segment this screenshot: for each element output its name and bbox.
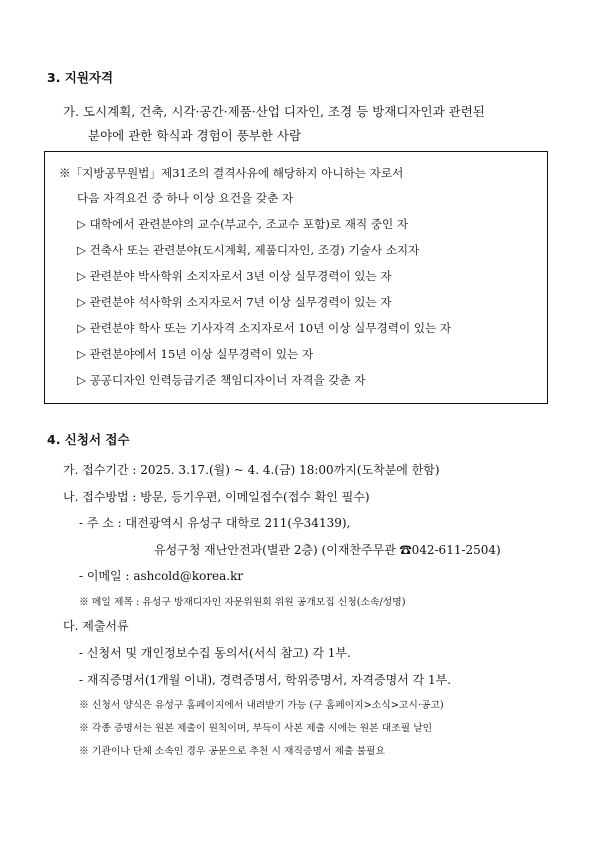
documents-item: - 재직증명서(1개월 이내), 경력증명서, 학위증명서, 자격증명서 각 1부. bbox=[79, 673, 452, 687]
email-subject-note: ※ 메일 제목 : 유성구 방재디자인 자문위원회 위원 공개모집 신청(소속/성명) bbox=[79, 597, 406, 608]
requirement-item: ▷ 건축사 또는 관련분야(도시계획, 제품디자인, 조경) 기술사 소지자 bbox=[77, 243, 420, 257]
documents-note: ※ 신청서 양식은 유성구 홈페이지에서 내려받기 가능 (구 홈페이지>소식>고시·공고) bbox=[79, 700, 444, 711]
address-line2: 유성구청 재난안전과(별관 2층) (이재찬주무관 ☎042-611-2504) bbox=[154, 543, 501, 557]
documents-item: - 신청서 및 개인정보수집 동의서(서식 참고) 각 1부. bbox=[79, 646, 351, 660]
address-line1: - 주 소 : 대전광역시 유성구 대학로 211(우34139), bbox=[79, 516, 351, 530]
application-period: 가. 접수기간 : 2025. 3.17.(월) ~ 4. 4.(금) 18:00까지(도착분에 한함) bbox=[63, 463, 440, 477]
box-intro-line2: 다음 자격요건 중 하나 이상 요건을 갖춘 자 bbox=[77, 191, 294, 205]
section-3-title: 3. 지원자격 bbox=[47, 70, 114, 85]
requirement-item: ▷ 대학에서 관련분야의 교수(부교수, 조교수 포함)로 재직 중인 자 bbox=[77, 217, 409, 231]
requirement-item: ▷ 관련분야 박사학위 소지자로서 3년 이상 실무경력이 있는 자 bbox=[77, 269, 392, 283]
requirement-item: ▷ 공공디자인 인력등급기준 책임디자이너 자격을 갖춘 자 bbox=[77, 373, 366, 387]
box-intro-line1: ※「지방공무원법」제31조의 결격사유에 해당하지 아니하는 자로서 bbox=[59, 166, 404, 180]
section-4-title: 4. 신청서 접수 bbox=[47, 432, 130, 447]
documents-title: 다. 제출서류 bbox=[63, 619, 129, 633]
requirement-item: ▷ 관련분야에서 15년 이상 실무경력이 있는 자 bbox=[77, 347, 314, 361]
documents-note: ※ 각종 증명서는 원본 제출이 원칙이며, 부득이 사본 제출 시에는 원본 대조필 날인 bbox=[79, 723, 433, 734]
email-line: - 이메일 : ashcold@korea.kr bbox=[79, 569, 244, 583]
qualification-item-ga-line2: 분야에 관한 학식과 경험이 풍부한 사람 bbox=[88, 128, 302, 143]
application-method: 나. 접수방법 : 방문, 등기우편, 이메일접수(접수 확인 필수) bbox=[63, 490, 370, 504]
qualification-item-ga-line1: 가. 도시계획, 건축, 시각·공간·제품·산업 디자인, 조경 등 방재디자인과 관련된 bbox=[63, 104, 485, 119]
documents-note: ※ 기관이나 단체 소속인 경우 공문으로 추천 시 재직증명서 제출 불필요 bbox=[79, 746, 385, 757]
requirement-item: ▷ 관련분야 석사학위 소지자로서 7년 이상 실무경력이 있는 자 bbox=[77, 295, 392, 309]
requirement-item: ▷ 관련분야 학사 또는 기사자격 소지자로서 10년 이상 실무경력이 있는 자 bbox=[77, 321, 452, 335]
